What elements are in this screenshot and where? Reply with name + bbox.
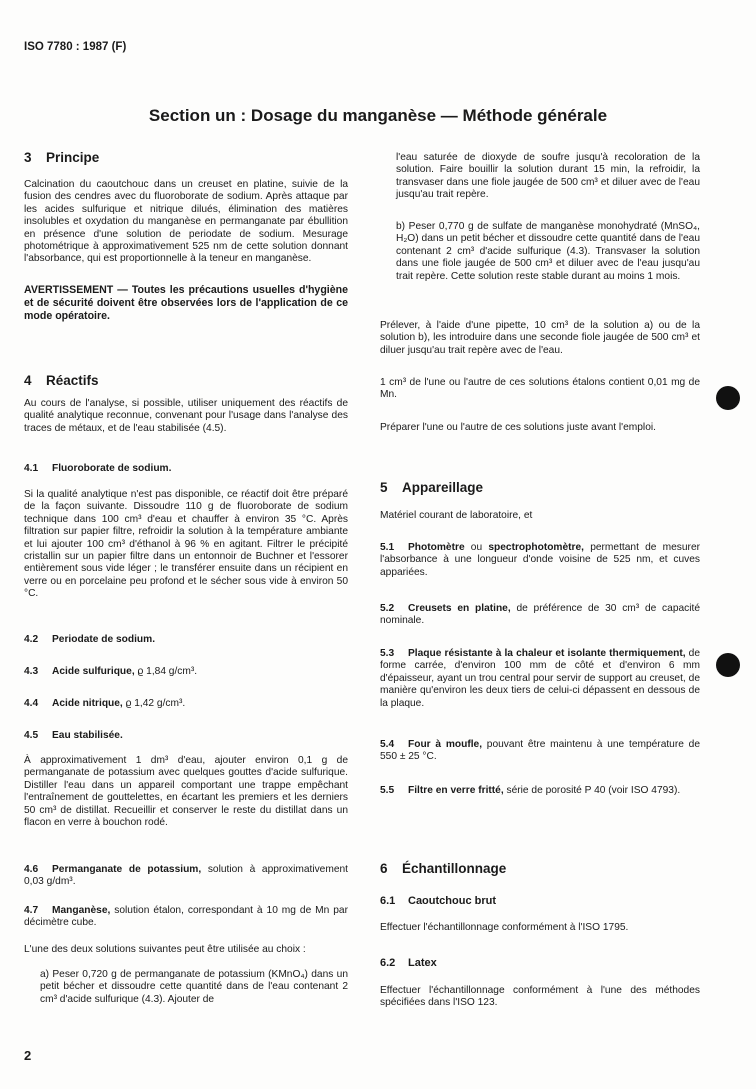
heading-principe: 3 Principe xyxy=(24,150,100,165)
page-number: 2 xyxy=(24,1048,32,1063)
heading-4-2: 4.2 Periodate de sodium. xyxy=(24,634,156,645)
paragraph-4-5: À approximativement 1 dm³ d'eau, ajouter environ 0,1 g de permanganate de potassium avec quelques gouttes d'acide sulfurique. Distiller l'eau dans un appareil comportant une trappe empêchant l'entraînement de gouttelettes, en écartant les premiers et les derniers 50 cm³ de distillat. Recueillir et conserver le reste du distillat dans un flacon en verre à bouchon rodé. xyxy=(24,755,348,829)
item-4-3: 4.3 Acide sulfurique, ϱ 1,84 g/cm³. xyxy=(24,666,198,677)
heading-appareillage: 5 Appareillage xyxy=(380,480,484,495)
paragraph-6-2: Effectuer l'échantillonnage conformément à l'une des méthodes spécifiées dans l'ISO 123. xyxy=(380,985,700,1009)
item-4-7: 4.7 Manganèse, solution étalon, correspondant à 10 mg de Mn par décimètre cube. xyxy=(24,905,348,929)
contient-paragraph: 1 cm³ de l'une ou l'autre de ces solutions étalons contient 0,01 mg de Mn. xyxy=(380,377,700,401)
heading-6-2: 6.2 Latex xyxy=(380,957,437,969)
item-5-4: 5.4 Four à moufle, pouvant être maintenu à une température de 550 ± 25 °C. xyxy=(380,739,700,763)
document-header: ISO 7780 : 1987 (F) xyxy=(24,41,127,53)
item-4-6: 4.6 Permanganate de potassium, solution à approximativement 0,03 g/dm³. xyxy=(24,864,348,888)
heading-6-1: 6.1 Caoutchouc brut xyxy=(380,895,496,907)
heading-4-5: 4.5 Eau stabilisée. xyxy=(24,730,123,741)
principe-paragraph: Calcination du caoutchouc dans un creuset en platine, suivie de la fusion des cendres avec du fluoroborate de sodium. Après attaque par les acides sulfurique et nitrique dilués, élimination des matières insolubles et oxydation du manganèse en permanganate par ébullition en présence d'une solution de periodate de sodium. Mesurage photométrique à approximativement 525 nm de cette solution donnant l'absorbance, qui est proportionnelle à la teneur en manganèse. xyxy=(24,179,348,265)
preparer-paragraph: Préparer l'une ou l'autre de ces solutions juste avant l'emploi. xyxy=(380,422,656,433)
section-title: Section un : Dosage du manganèse — Méthode générale xyxy=(148,106,608,125)
heading-4-1: 4.1 Fluoroborate de sodium. xyxy=(24,463,172,474)
binder-hole-icon xyxy=(716,653,740,677)
item-5-3: 5.3 Plaque résistante à la chaleur et isolante thermiquement, de forme carrée, d'environ 100 mm de côté et d'environ 6 mm d'épaisseur, ayant un trou central pour servir de support au creuset, de manière qu'environ les deux tiers de celui-ci dépassent en dessous de la plaque. xyxy=(380,648,700,709)
item-5-5: 5.5 Filtre en verre fritté, série de porosité P 40 (voir ISO 4793). xyxy=(380,785,681,796)
item-5-2: 5.2 Creusets en platine, de préférence de 30 cm³ de capacité nominale. xyxy=(380,603,700,627)
heading-reactifs: 4 Réactifs xyxy=(24,373,99,388)
appareillage-paragraph: Matériel courant de laboratoire, et xyxy=(380,510,533,521)
prelever-paragraph: Prélever, à l'aide d'une pipette, 10 cm³ de la solution a) ou de la solution b), les introduire dans une seconde fiole jaugée de 500 cm³ et diluer jusqu'au trait repère avec de l'eau. xyxy=(380,320,700,356)
heading-echantillonnage: 6 Échantillonnage xyxy=(380,861,507,876)
reactifs-paragraph: Au cours de l'analyse, si possible, utiliser uniquement des réactifs de qualité analytique reconnue, convenant pour l'usage dans l'analyse des traces de métaux, et de l'eau stabilisée (4.5). xyxy=(24,398,348,434)
warning-paragraph: AVERTISSEMENT — Toutes les précautions usuelles d'hygiène et de sécurité doivent être observées lors de l'application de ce mode opératoire. xyxy=(24,284,348,322)
solution-a-paragraph: a) Peser 0,720 g de permanganate de potassium (KMnO₄) dans un petit bécher et dissoudre cette quantité dans de l'eau contenant 2 cm³ d'acide sulfurique (4.3). Ajouter de xyxy=(40,969,348,1005)
solution-a-continued: l'eau saturée de dioxyde de soufre jusqu'à recoloration de la solution. Faire bouillir la solution durant 15 min, la refroidir, la transvaser dans une fiole jaugée de 500 cm³ et diluer avec de l'eau jusqu'au trait repère. xyxy=(396,152,700,201)
item-5-1: 5.1 Photomètre ou spectrophotomètre, permettant de mesurer l'absorbance à une longueur d'onde voisine de 525 nm, et cuves appariées. xyxy=(380,542,700,578)
paragraph-4-1: Si la qualité analytique n'est pas disponible, ce réactif doit être préparé de la façon suivante. Dissoudre 110 g de fluoroborate de sodium technique dans 100 cm³ d'eau et chauffer à environ 35 °C. Après filtration sur papier filtre, refroidir la solution à la température ambiante et lui ajouter 100 cm³ d'éthanol à 96 % en agitant. Filtrer le précipité cristallin sur un papier filtre dans un entonnoir de Buchner et l'essorer entièrement sous vide léger ; le transférer ensuite dans un récipient en verre ou en porcelaine peu profond et le sécher sous vide à environ 50 °C. xyxy=(24,489,348,600)
paragraph-6-1: Effectuer l'échantillonnage conformément à l'ISO 1795. xyxy=(380,922,629,933)
choice-paragraph: L'une des deux solutions suivantes peut être utilisée au choix : xyxy=(24,944,306,955)
solution-b-paragraph: b) Peser 0,770 g de sulfate de manganèse monohydraté (MnSO₄, H₂O) dans un petit bécher et dissoudre cette quantité dans de l'eau contenant 2 cm³ d'acide sulfurique (4.3). Transvaser la solution dans une fiole jaugée de 500 cm³ et diluer avec de l'eau jusqu'au trait repère. Cette solution reste stable durant au moins 1 mois. xyxy=(396,221,700,282)
item-4-4: 4.4 Acide nitrique, ϱ 1,42 g/cm³. xyxy=(24,698,186,709)
binder-hole-icon xyxy=(716,386,740,410)
